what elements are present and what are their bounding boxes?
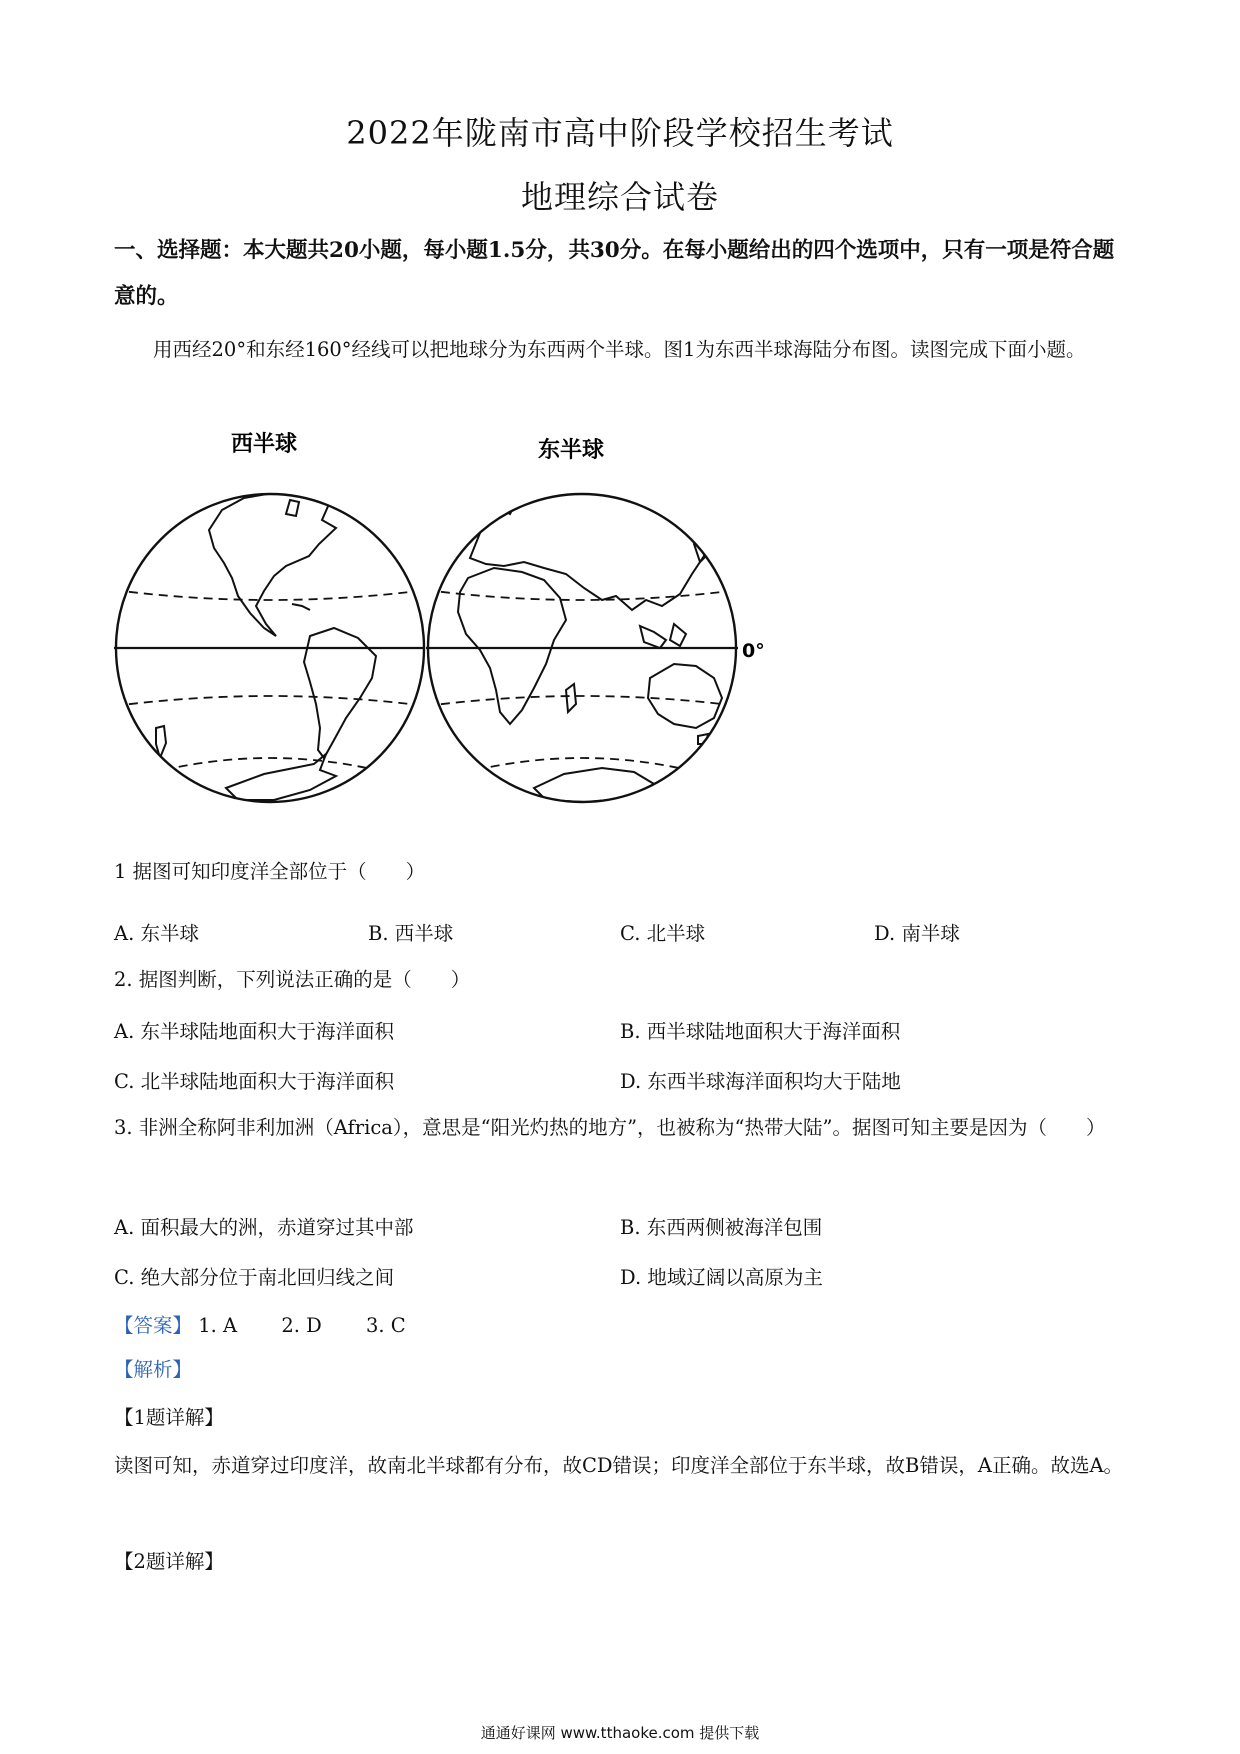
question-1-option-a: A. 东半球	[114, 922, 199, 945]
east-hemisphere-globe	[426, 486, 738, 802]
analysis-label: 【解析】	[114, 1358, 193, 1381]
question-2-option-b: B. 西半球陆地面积大于海洋面积	[620, 1020, 901, 1043]
question-2-option-a: A. 东半球陆地面积大于海洋面积	[114, 1020, 394, 1043]
question-1-option-b: B. 西半球	[368, 922, 454, 945]
equator-label: 0°	[742, 640, 765, 662]
question-3-option-d: D. 地域辽阔以高原为主	[620, 1266, 823, 1289]
question-1-stem: 1 据图可知印度洋全部位于（ ）	[114, 860, 426, 883]
exam-subtitle: 地理综合试卷	[520, 178, 719, 216]
east-hemisphere-label: 东半球	[537, 438, 605, 463]
page-footer: 通通好课网 www.tthaoke.com 提供下载	[480, 1724, 760, 1742]
hemisphere-map-figure	[114, 428, 854, 828]
answer-1: 1. A	[198, 1314, 238, 1337]
question-2-option-d: D. 东西半球海洋面积均大于陆地	[620, 1070, 901, 1093]
west-hemisphere-label: 西半球	[230, 432, 298, 457]
question-2-stem: 2. 据图判断，下列说法正确的是（ ）	[114, 968, 471, 991]
q2-detail-label: 【2题详解】	[114, 1550, 224, 1573]
answer-line	[114, 1310, 444, 1338]
question-2-option-c: C. 北半球陆地面积大于海洋面积	[114, 1070, 395, 1093]
answer-2: 2. D	[281, 1314, 322, 1337]
question-1-option-d: D. 南半球	[874, 922, 960, 945]
exam-title: 2022年陇南市高中阶段学校招生考试	[346, 114, 894, 152]
question-3-option-b: B. 东西两侧被海洋包围	[620, 1216, 823, 1239]
question-3-option-c: C. 绝大部分位于南北回归线之间	[114, 1266, 395, 1289]
q1-detail-label: 【1题详解】	[114, 1406, 224, 1429]
answer-3: 3. C	[365, 1314, 406, 1337]
answer-label: 【答案】	[114, 1314, 193, 1337]
question-intro: 用西经20°和东经160°经线可以把地球分为东西两个半球。图1为东西半球海陆分布图。读图完成下面小题。	[153, 338, 1086, 361]
q1-detail-text: 读图可知，赤道穿过印度洋，故南北半球都有分布，故CD错误；印度洋全部位于东半球，故B错误，A正确。故选A。	[114, 1454, 1124, 1477]
question-3-stem: 3. 非洲全称阿非利加洲（Africa），意思是“阳光灼热的地方”，也被称为“热带大陆”。据图可知主要是因为（ ）	[114, 1116, 1106, 1139]
section-heading: 一、选择题：本大题共20小题，每小题1.5分，共30分。在每小题给出的四个选项中，只有一项是符合题意的。	[114, 238, 1115, 309]
question-1-option-c: C. 北半球	[620, 922, 706, 945]
question-3-option-a: A. 面积最大的洲，赤道穿过其中部	[114, 1216, 414, 1239]
west-hemisphere-globe	[114, 483, 426, 802]
